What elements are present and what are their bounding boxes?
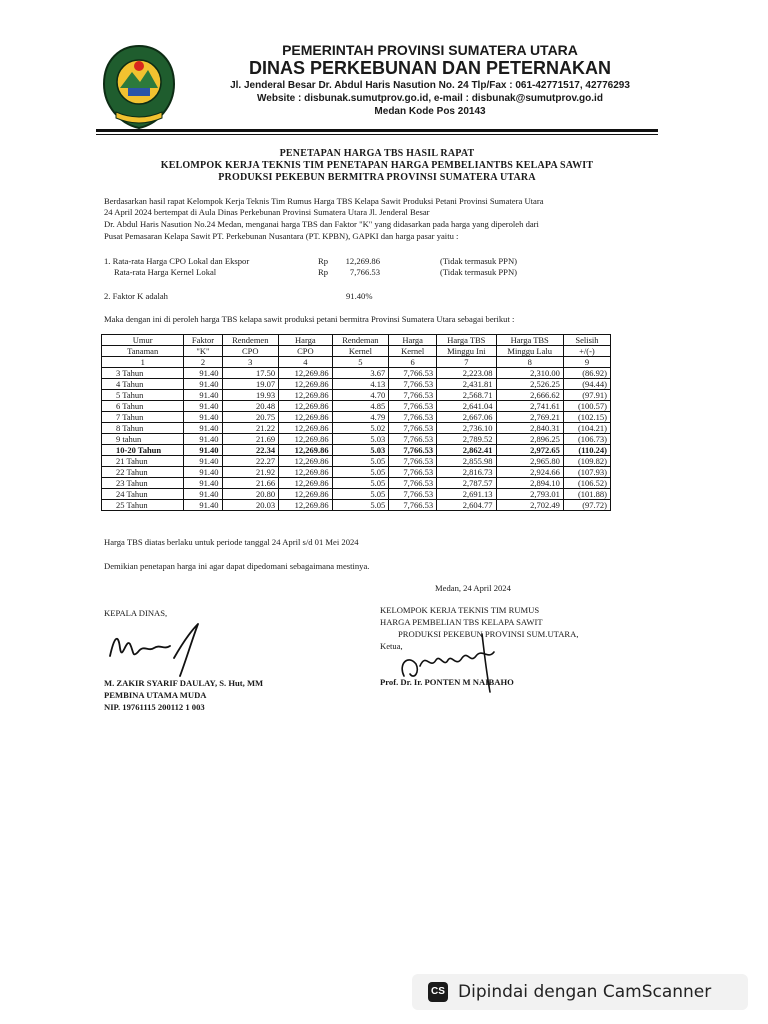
right-sig-line-3: PRODUKSI PEKEBUN PROVINSI SUM.UTARA, bbox=[398, 629, 579, 639]
table-cell: 20.48 bbox=[222, 401, 279, 412]
table-header-cell: +/(-) bbox=[563, 346, 610, 357]
table-cell: 4.79 bbox=[332, 412, 389, 423]
table-cell: (104.21) bbox=[563, 423, 610, 434]
table-cell: 7,766.53 bbox=[389, 500, 437, 511]
table-row bbox=[102, 445, 611, 456]
table-cell: 91.40 bbox=[184, 500, 222, 511]
left-sig-nip: NIP. 19761115 200112 1 003 bbox=[104, 702, 205, 712]
table-cell: 7,766.53 bbox=[389, 467, 437, 478]
right-sig-line-1: KELOMPOK KERJA TEKNIS TIM RUMUS bbox=[380, 605, 540, 615]
table-cell: (97.72) bbox=[563, 500, 610, 511]
table-cell: 21 Tahun bbox=[102, 456, 184, 467]
table-cell: 2,816.73 bbox=[437, 467, 496, 478]
table-cell: (100.57) bbox=[563, 401, 610, 412]
table-row bbox=[102, 390, 611, 401]
table-cell: 5.05 bbox=[332, 489, 389, 500]
table-row bbox=[102, 368, 611, 379]
table-header-cell: Rendeman bbox=[332, 335, 389, 346]
camscanner-watermark bbox=[412, 974, 748, 1010]
camscanner-icon: CS bbox=[428, 982, 448, 1002]
table-cell: 8 Tahun bbox=[102, 423, 184, 434]
table-row bbox=[102, 379, 611, 390]
header-address: Jl. Jenderal Besar Dr. Abdul Haris Nasution No. 24 Tlp/Fax : 061-42771517, 42776293 bbox=[230, 80, 630, 91]
table-cell: 91.40 bbox=[184, 401, 222, 412]
left-sig-role: KEPALA DINAS, bbox=[104, 608, 168, 618]
table-cell: 5 Tahun bbox=[102, 390, 184, 401]
table-header-cell: 6 bbox=[389, 357, 437, 368]
right-sig-line-4: Ketua, bbox=[380, 641, 403, 651]
table-cell: 21.22 bbox=[222, 423, 279, 434]
table-cell: 2,691.13 bbox=[437, 489, 496, 500]
table-row bbox=[102, 434, 611, 445]
table-header-cell: Rendemen bbox=[222, 335, 279, 346]
table-cell: 4.85 bbox=[332, 401, 389, 412]
date-place: Medan, 24 April 2024 bbox=[435, 583, 511, 593]
table-row bbox=[102, 412, 611, 423]
table-cell: (109.82) bbox=[563, 456, 610, 467]
table-cell: 5.03 bbox=[332, 434, 389, 445]
right-sig-line-2: HARGA PEMBELIAN TBS KELAPA SAWIT bbox=[380, 617, 543, 627]
table-cell: 7,766.53 bbox=[389, 368, 437, 379]
table-cell: 2,896.25 bbox=[496, 434, 563, 445]
table-cell: 19.93 bbox=[222, 390, 279, 401]
table-cell: 5.02 bbox=[332, 423, 389, 434]
table-cell: 2,568.71 bbox=[437, 390, 496, 401]
table-cell: 7,766.53 bbox=[389, 401, 437, 412]
table-cell: 12,269.86 bbox=[279, 500, 333, 511]
tbs-price-table bbox=[101, 334, 611, 511]
table-cell: 91.40 bbox=[184, 379, 222, 390]
table-cell: 91.40 bbox=[184, 412, 222, 423]
table-cell: 5.05 bbox=[332, 478, 389, 489]
table-cell: 4 Tahun bbox=[102, 379, 184, 390]
table-cell: 3 Tahun bbox=[102, 368, 184, 379]
table-header-cell: Umur bbox=[102, 335, 184, 346]
table-header-cell: 3 bbox=[222, 357, 279, 368]
table-header-cell: CPO bbox=[279, 346, 333, 357]
kernel-ppn-note: (Tidak termasuk PPN) bbox=[440, 267, 518, 277]
table-cell: 19.07 bbox=[222, 379, 279, 390]
table-cell: 23 Tahun bbox=[102, 478, 184, 489]
table-cell: 2,787.57 bbox=[437, 478, 496, 489]
table-cell: 7,766.53 bbox=[389, 445, 437, 456]
kernel-rp: Rp bbox=[318, 267, 329, 277]
cpo-rp: Rp bbox=[318, 256, 329, 266]
table-cell: 91.40 bbox=[184, 423, 222, 434]
table-cell: 2,793.01 bbox=[496, 489, 563, 500]
table-cell: 10-20 Tahun bbox=[102, 445, 184, 456]
table-cell: 91.40 bbox=[184, 368, 222, 379]
table-cell: 12,269.86 bbox=[279, 445, 333, 456]
table-cell: 22 Tahun bbox=[102, 467, 184, 478]
table-cell: (97.91) bbox=[563, 390, 610, 401]
cpo-ppn-note: (Tidak termasuk PPN) bbox=[440, 256, 518, 266]
table-cell: 7,766.53 bbox=[389, 379, 437, 390]
table-header-cell: Faktor bbox=[184, 335, 222, 346]
table-cell: 12,269.86 bbox=[279, 434, 333, 445]
table-cell: (94.44) bbox=[563, 379, 610, 390]
table-cell: 12,269.86 bbox=[279, 423, 333, 434]
table-cell: 22.27 bbox=[222, 456, 279, 467]
table-cell: 24 Tahun bbox=[102, 489, 184, 500]
right-signature-image bbox=[390, 630, 520, 700]
table-cell: 2,862.41 bbox=[437, 445, 496, 456]
table-cell: 3.67 bbox=[332, 368, 389, 379]
table-cell: 2,641.04 bbox=[437, 401, 496, 412]
table-header-cell: Selisih bbox=[563, 335, 610, 346]
table-header-cell: 9 bbox=[563, 357, 610, 368]
table-header-row-3 bbox=[102, 357, 611, 368]
table-cell: (102.15) bbox=[563, 412, 610, 423]
table-cell: 12,269.86 bbox=[279, 489, 333, 500]
table-cell: 91.40 bbox=[184, 434, 222, 445]
camscanner-text: Dipindai dengan CamScanner bbox=[458, 982, 712, 1002]
table-cell: 17.50 bbox=[222, 368, 279, 379]
header-government: PEMERINTAH PROVINSI SUMATERA UTARA bbox=[282, 42, 578, 58]
table-cell: 2,526.25 bbox=[496, 379, 563, 390]
kernel-label: Rata-rata Harga Kernel Lokal bbox=[114, 267, 217, 277]
table-cell: 2,223.08 bbox=[437, 368, 496, 379]
table-cell: 21.69 bbox=[222, 434, 279, 445]
table-header-row-2 bbox=[102, 346, 611, 357]
table-cell: 12,269.86 bbox=[279, 379, 333, 390]
table-header-cell: Harga bbox=[279, 335, 333, 346]
header-website: Website : disbunak.sumutprov.go.id, e-mail : disbunak@sumutprov.go.id bbox=[257, 93, 603, 104]
closing-note: Demikian penetapan harga ini agar dapat dipedomani sebagaimana mestinya. bbox=[104, 561, 370, 571]
left-sig-name: M. ZAKIR SYARIF DAULAY, S. Hut, MM bbox=[104, 678, 264, 688]
table-cell: 12,269.86 bbox=[279, 401, 333, 412]
kernel-value: 7,766.53 bbox=[349, 267, 380, 277]
right-sig-name: Prof. Dr. Ir. PONTEN M NAIBAHO bbox=[380, 677, 514, 687]
table-header-cell: 2 bbox=[184, 357, 222, 368]
table-cell: (101.88) bbox=[563, 489, 610, 500]
table-cell: 20.80 bbox=[222, 489, 279, 500]
table-cell: 7,766.53 bbox=[389, 434, 437, 445]
table-cell: 91.40 bbox=[184, 489, 222, 500]
table-cell: 20.03 bbox=[222, 500, 279, 511]
table-cell: 12,269.86 bbox=[279, 478, 333, 489]
table-cell: 91.40 bbox=[184, 445, 222, 456]
intro-line-3: Dr. Abdul Haris Nasution No.24 Medan, menganai harga TBS dan Faktor "K" yang didasarkan pada harga yang diperoleh dari bbox=[104, 219, 539, 229]
header-rule-thin bbox=[96, 134, 658, 135]
intro-line-4: Pusat Pemasaran Kelapa Sawit PT. Perkebunan Nusantara (PT. KPBN), GAPKI dan harga pasar yaitu : bbox=[104, 231, 459, 241]
table-header-cell: Kernel bbox=[389, 346, 437, 357]
table-header-cell: "K" bbox=[184, 346, 222, 357]
province-emblem-logo bbox=[98, 42, 180, 132]
table-row bbox=[102, 401, 611, 412]
table-header-cell: Harga TBS bbox=[437, 335, 496, 346]
table-cell: 4.70 bbox=[332, 390, 389, 401]
table-cell: 2,741.61 bbox=[496, 401, 563, 412]
doc-title-2: KELOMPOK KERJA TEKNIS TIM PENETAPAN HARGA PEMBELIANTBS KELAPA SAWIT bbox=[160, 160, 594, 171]
table-cell: (110.24) bbox=[563, 445, 610, 456]
left-signature-image bbox=[104, 618, 214, 678]
table-cell: 21.92 bbox=[222, 467, 279, 478]
table-header-cell: Harga TBS bbox=[496, 335, 563, 346]
table-cell: 12,269.86 bbox=[279, 412, 333, 423]
table-cell: 2,431.81 bbox=[437, 379, 496, 390]
table-cell: 7,766.53 bbox=[389, 456, 437, 467]
table-row bbox=[102, 478, 611, 489]
table-cell: 2,769.21 bbox=[496, 412, 563, 423]
table-header-cell: 4 bbox=[279, 357, 333, 368]
faktor-label: 2. Faktor K adalah bbox=[104, 291, 168, 301]
table-cell: (106.52) bbox=[563, 478, 610, 489]
table-header-cell: Tanaman bbox=[102, 346, 184, 357]
table-cell: 4.13 bbox=[332, 379, 389, 390]
table-row bbox=[102, 423, 611, 434]
table-header-cell: CPO bbox=[222, 346, 279, 357]
table-header-cell: 1 bbox=[102, 357, 184, 368]
table-cell: 2,840.31 bbox=[496, 423, 563, 434]
cpo-label: 1. Rata-rata Harga CPO Lokal dan Ekspor bbox=[104, 256, 250, 266]
faktor-value: 91.40% bbox=[346, 291, 373, 301]
table-header-cell: Minggu Lalu bbox=[496, 346, 563, 357]
table-cell: 7 Tahun bbox=[102, 412, 184, 423]
table-cell: 91.40 bbox=[184, 456, 222, 467]
table-cell: 2,924.66 bbox=[496, 467, 563, 478]
table-cell: 2,604.77 bbox=[437, 500, 496, 511]
table-cell: 2,789.52 bbox=[437, 434, 496, 445]
table-cell: 2,972.65 bbox=[496, 445, 563, 456]
table-cell: 12,269.86 bbox=[279, 456, 333, 467]
table-cell: 20.75 bbox=[222, 412, 279, 423]
table-cell: 2,855.98 bbox=[437, 456, 496, 467]
table-cell: 12,269.86 bbox=[279, 467, 333, 478]
table-header-row-1 bbox=[102, 335, 611, 346]
table-header-cell: Minggu Ini bbox=[437, 346, 496, 357]
doc-title-3: PRODUKSI PEKEBUN BERMITRA PROVINSI SUMATERA UTARA bbox=[218, 172, 536, 183]
table-row bbox=[102, 467, 611, 478]
table-header-cell: 7 bbox=[437, 357, 496, 368]
table-cell: 2,702.49 bbox=[496, 500, 563, 511]
validity-note: Harga TBS diatas berlaku untuk periode tanggal 24 April s/d 01 Mei 2024 bbox=[104, 537, 359, 547]
table-row bbox=[102, 489, 611, 500]
table-row bbox=[102, 456, 611, 467]
table-cell: 2,310.00 bbox=[496, 368, 563, 379]
table-header-cell: Harga bbox=[389, 335, 437, 346]
doc-title-1: PENETAPAN HARGA TBS HASIL RAPAT bbox=[279, 148, 475, 159]
table-cell: 5.03 bbox=[332, 445, 389, 456]
table-cell: 5.05 bbox=[332, 467, 389, 478]
table-cell: 7,766.53 bbox=[389, 478, 437, 489]
table-cell: 7,766.53 bbox=[389, 412, 437, 423]
table-cell: 9 tahun bbox=[102, 434, 184, 445]
table-cell: (106.73) bbox=[563, 434, 610, 445]
intro-line-2: 24 April 2024 bertempat di Aula Dinas Perkebunan Provinsi Sumatera Utara Jl. Jenderal Besar bbox=[104, 207, 430, 217]
table-body bbox=[102, 368, 611, 511]
table-cell: 2,666.62 bbox=[496, 390, 563, 401]
table-cell: 7,766.53 bbox=[389, 423, 437, 434]
table-cell: 2,894.10 bbox=[496, 478, 563, 489]
header-agency: DINAS PERKEBUNAN DAN PETERNAKAN bbox=[248, 58, 612, 78]
table-cell: 21.66 bbox=[222, 478, 279, 489]
table-header-cell: Kernel bbox=[332, 346, 389, 357]
cpo-value: 12,269.86 bbox=[345, 256, 380, 266]
header-postcode: Medan Kode Pos 20143 bbox=[374, 106, 486, 117]
table-cell: 5.05 bbox=[332, 500, 389, 511]
table-cell: (86.92) bbox=[563, 368, 610, 379]
table-cell: 22.34 bbox=[222, 445, 279, 456]
left-sig-rank: PEMBINA UTAMA MUDA bbox=[104, 690, 207, 700]
intro-line-1: Berdasarkan hasil rapat Kelompok Kerja Teknis Tim Rumus Harga TBS Kelapa Sawit Produksi Petani Provinsi Sumatera Utara bbox=[104, 196, 544, 206]
table-row bbox=[102, 500, 611, 511]
table-cell: 2,965.80 bbox=[496, 456, 563, 467]
table-cell: 6 Tahun bbox=[102, 401, 184, 412]
table-cell: 91.40 bbox=[184, 390, 222, 401]
table-cell: (107.93) bbox=[563, 467, 610, 478]
table-cell: 5.05 bbox=[332, 456, 389, 467]
table-cell: 91.40 bbox=[184, 467, 222, 478]
table-intro: Maka dengan ini di peroleh harga TBS kelapa sawit produksi petani bermitra Provinsi Sumatera Utara sebagai berikut : bbox=[104, 314, 515, 324]
table-cell: 91.40 bbox=[184, 478, 222, 489]
table-header-cell: 8 bbox=[496, 357, 563, 368]
table-header-cell: 5 bbox=[332, 357, 389, 368]
table-cell: 2,667.06 bbox=[437, 412, 496, 423]
table-cell: 2,736.10 bbox=[437, 423, 496, 434]
table-cell: 25 Tahun bbox=[102, 500, 184, 511]
table-cell: 12,269.86 bbox=[279, 390, 333, 401]
header-rule-thick bbox=[96, 129, 658, 132]
table-cell: 7,766.53 bbox=[389, 390, 437, 401]
table-cell: 7,766.53 bbox=[389, 489, 437, 500]
table-cell: 12,269.86 bbox=[279, 368, 333, 379]
